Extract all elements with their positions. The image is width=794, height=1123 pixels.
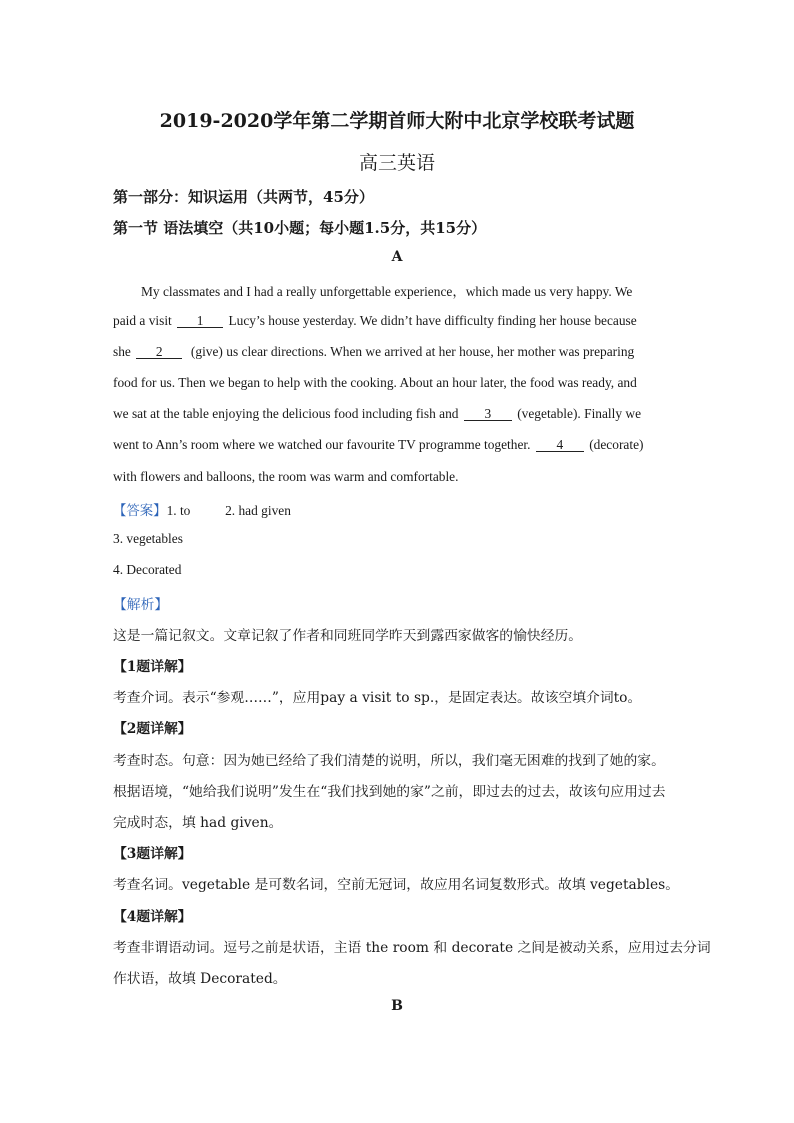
q4-text: 作状语，故填 Decorated。 — [113, 971, 287, 987]
analysis-summary: 这是一篇记叙文。文章记叙了作者和同班同学昨天到露西家做客的愉快经历。 — [113, 628, 583, 644]
passage-label-a: A — [391, 249, 403, 265]
passage-line — [113, 406, 641, 422]
blank-1: 1 — [177, 315, 223, 328]
passage-text: she — [113, 344, 131, 359]
passage-text: (vegetable). Finally we — [517, 406, 642, 421]
passage-text: paid a visit — [113, 313, 172, 328]
passage-line: My classmates and I had a really unforgettable experience，which made us very happy. We — [141, 284, 633, 299]
q2-text: 根据语境，“她给我们说明”发生在“我们找到她的家”之前，即过去的过去，故该句应用过去 — [113, 784, 666, 800]
answer-4: 4. Decorated — [113, 562, 182, 577]
q1-title: 【1题详解】 — [113, 659, 192, 675]
exam-subtitle: 高三英语 — [358, 152, 435, 174]
exam-title: 2019-2020学年第二学期首师大附中北京学校联考试题 — [159, 110, 635, 132]
q4-title: 【4题详解】 — [113, 909, 192, 925]
answer-tag: 【答案】 — [113, 503, 167, 518]
q2-text: 考查时态。句意：因为她已经给了我们清楚的说明，所以，我们毫无困难的找到了她的家。 — [113, 753, 665, 769]
blank-2: 2 — [136, 346, 182, 359]
passage-line — [113, 344, 634, 360]
part-heading: 第一部分：知识运用（共两节，45分） — [113, 188, 374, 206]
q1-text: 考查介词。表示“参观……”，应用pay a visit to sp.，是固定表达。故该空填介词to。 — [113, 690, 642, 706]
answer-1: 1. to — [166, 503, 191, 518]
passage-text: (decorate) — [589, 437, 644, 452]
section-heading: 第一节 语法填空（共10小题；每小题1.5分，共15分） — [113, 219, 487, 237]
q3-text: 考查名词。vegetable 是可数名词，空前无冠词，故应用名词复数形式。故填 vegetables。 — [113, 877, 680, 893]
passage-line — [113, 313, 637, 329]
blank-3: 3 — [464, 408, 512, 421]
q2-text: 完成时态，填 had given。 — [113, 815, 283, 831]
analysis-tag: 【解析】 — [113, 597, 169, 613]
passage-text: went to Ann’s room where we watched our favourite TV programme together. — [113, 437, 531, 452]
blank-4: 4 — [536, 439, 584, 452]
answer-2: 2. had given — [225, 503, 291, 518]
passage-text: we sat at the table enjoying the delicious food including fish and — [113, 406, 459, 421]
q2-title: 【2题详解】 — [113, 721, 192, 737]
passage-line: food for us. Then we began to help with the cooking. About an hour later, the food was ready, and — [113, 375, 637, 390]
passage-text: (give) us clear directions. When we arrived at her house, her mother was preparing — [190, 344, 635, 359]
answer-3: 3. vegetables — [113, 531, 183, 546]
answer-row — [113, 500, 291, 519]
passage-line: with flowers and balloons, the room was warm and comfortable. — [113, 469, 459, 484]
passage-label-b: B — [391, 998, 403, 1014]
passage-text: Lucy’s house yesterday. We didn’t have difficulty finding her house because — [228, 313, 637, 328]
q4-text: 考查非谓语动词。逗号之前是状语，主语 the room 和 decorate 之间是被动关系，应用过去分词 — [113, 940, 711, 956]
passage-line — [113, 437, 643, 453]
q3-title: 【3题详解】 — [113, 846, 192, 862]
